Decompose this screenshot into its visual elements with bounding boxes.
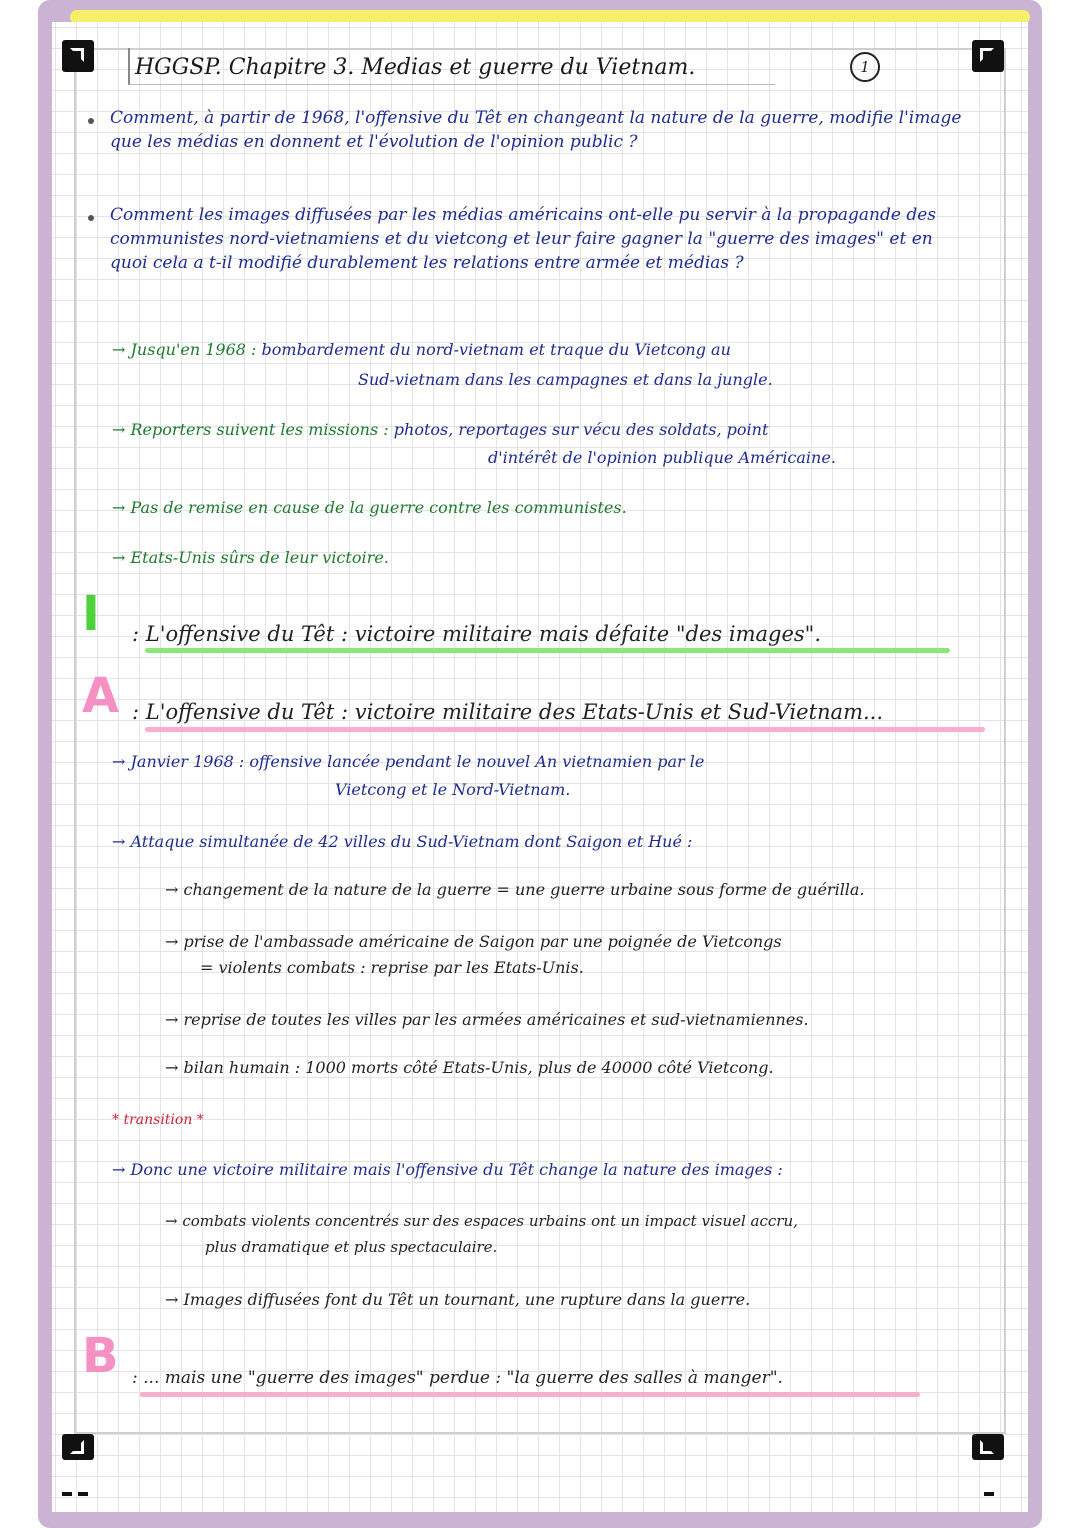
section-I-title: : L'offensive du Têt : victoire militaire mais défaite "des images". <box>132 622 822 646</box>
intro-item-2-text-cont: d'intérêt de l'opinion publique Américaine. <box>488 448 836 467</box>
transition-label: * transition * <box>112 1112 204 1128</box>
scan-corner-icon <box>972 40 1004 72</box>
intro-item-2 <box>112 420 768 439</box>
section-A-sub-2: → prise de l'ambassade américaine de Saigon par une poignée de Vietcongs <box>165 932 782 951</box>
intro-item-1-head: → Jusqu'en 1968 : <box>112 340 257 359</box>
section-A-sub-6: → Images diffusées font du Têt un tournant, une rupture dans la guerre. <box>165 1290 751 1309</box>
section-A-item-3: → Donc une victoire militaire mais l'offensive du Têt change la nature des images : <box>112 1160 783 1179</box>
section-A-sub-5-cont: plus dramatique et plus spectaculaire. <box>205 1238 498 1256</box>
intro-item-1-text: bombardement du nord-vietnam et traque du Vietcong au <box>261 340 731 359</box>
page-number: 1 <box>850 52 880 82</box>
section-I-highlight <box>145 648 950 653</box>
section-A-item-1-text-cont: Vietcong et le Nord-Vietnam. <box>335 780 571 799</box>
section-B-highlight <box>140 1392 920 1397</box>
section-A-item-1-head: → Janvier 1968 : <box>112 752 245 771</box>
scan-corner-icon <box>62 40 94 72</box>
section-B-title: : ... mais une "guerre des images" perdue : "la guerre des salles à manger". <box>132 1368 783 1388</box>
scan-corner-icon <box>972 1434 1004 1460</box>
scan-corner-dash <box>62 1492 72 1496</box>
section-A-item-2: → Attaque simultanée de 42 villes du Sud-Vietnam dont Saigon et Hué : <box>112 832 693 851</box>
bullet-icon <box>88 118 94 124</box>
intro-item-3: → Pas de remise en cause de la guerre contre les communistes. <box>112 498 627 517</box>
bullet-icon <box>88 215 94 221</box>
section-A-item-1-text: offensive lancée pendant le nouvel An vietnamien par le <box>249 752 705 771</box>
section-A-sub-2-cont: = violents combats : reprise par les Etats-Unis. <box>200 958 584 977</box>
page-title: HGGSP. Chapitre 3. Medias et guerre du Vietnam. <box>135 55 696 80</box>
section-A-title: : L'offensive du Têt : victoire militaire des Etats-Unis et Sud-Vietnam... <box>132 700 884 724</box>
section-A-sub-4: → bilan humain : 1000 morts côté Etats-Unis, plus de 40000 côté Vietcong. <box>165 1058 774 1077</box>
problem-question-2: Comment les images diffusées par les médias américains ont-elle pu servir à la propagande des communistes nord-vietnamiens et du vietcong et leur faire gagner la "guerre des images" et en quoi cela a t-il modifié durablement les relations entre armée et médias ? <box>110 205 937 273</box>
problem-question-1: Comment, à partir de 1968, l'offensive du Têt en changeant la nature de la guerre, modifie l'image que les médias en donnent et l'évolution de l'opinion public ? <box>110 108 962 152</box>
section-A-sub-3: → reprise de toutes les villes par les armées américaines et sud-vietnamiennes. <box>165 1010 809 1029</box>
intro-item-1-text-cont: Sud-vietnam dans les campagnes et dans la jungle. <box>358 370 773 389</box>
intro-item-2-head: → Reporters suivent les missions : <box>112 420 389 439</box>
section-A-sub-1: → changement de la nature de la guerre = une guerre urbaine sous forme de guérilla. <box>165 880 865 899</box>
section-A-letter: A <box>82 668 120 724</box>
scan-corner-icon <box>62 1434 94 1460</box>
intro-item-1 <box>112 340 731 359</box>
intro-item-4: → Etats-Unis sûrs de leur victoire. <box>112 548 389 567</box>
section-A-item-1 <box>112 752 704 771</box>
section-A-highlight <box>145 727 985 732</box>
scan-corner-dash <box>984 1492 994 1496</box>
section-A-sub-5: → combats violents concentrés sur des espaces urbains ont un impact visuel accru, <box>165 1212 798 1230</box>
section-B-letter: B <box>82 1328 119 1384</box>
section-I-letter: I <box>82 586 100 642</box>
intro-item-2-text: photos, reportages sur vécu des soldats, point <box>393 420 769 439</box>
scan-corner-dash <box>78 1492 88 1496</box>
